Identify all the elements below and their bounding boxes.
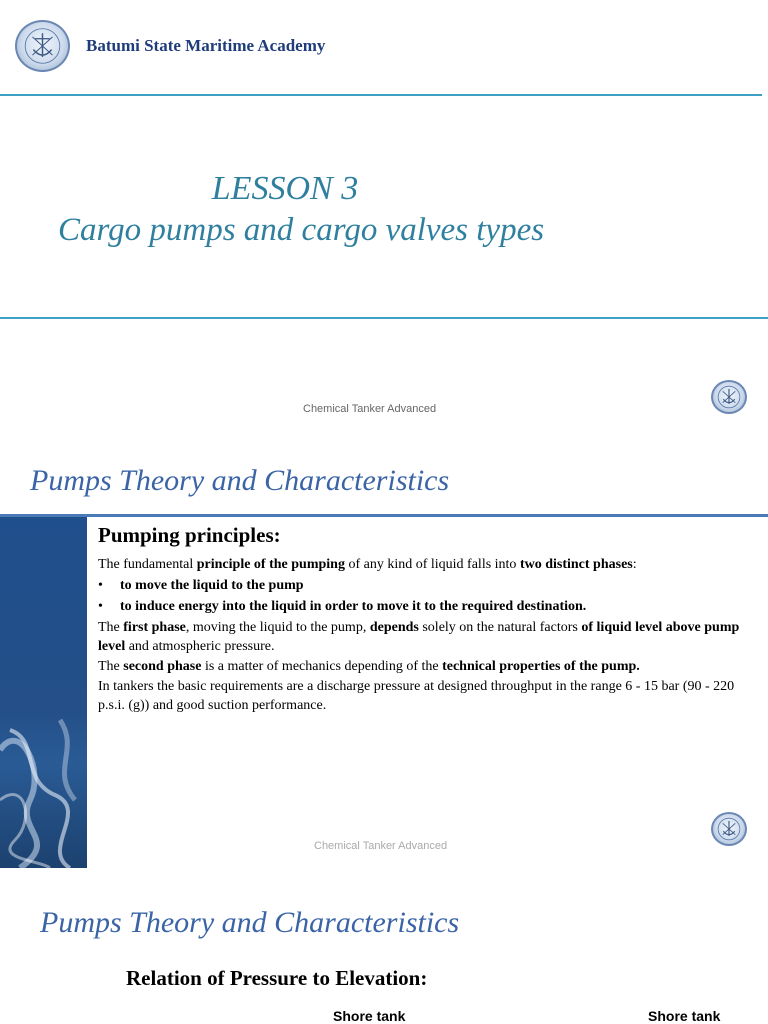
bold-run: principle of the pumping <box>196 557 345 572</box>
academy-seal-icon <box>15 20 70 72</box>
bullet-marker: • <box>98 599 103 614</box>
text-run: is a matter of mechanics depending of the <box>201 659 443 674</box>
bold-run: technical properties of the pump. <box>442 659 640 674</box>
bullet-text: to induce energy into the liquid in order to move it to the required destination. <box>120 599 587 614</box>
section-heading: Pumping principles: <box>98 523 281 547</box>
text-run: and atmospheric pressure. <box>125 639 275 654</box>
text-run: The fundamental <box>98 557 197 572</box>
text-run: , moving the liquid to the pump, <box>185 620 370 635</box>
section-heading: Relation of Pressure to Elevation: <box>126 966 428 990</box>
pressure-elevation-slide <box>0 880 768 1024</box>
shore-tank-label-right: Shore tank <box>648 1008 721 1024</box>
academy-name: Batumi State Maritime Academy <box>86 36 326 55</box>
title-divider <box>0 514 768 517</box>
shore-tank-label-left: Shore tank <box>333 1008 406 1024</box>
slide-title: Pumps Theory and Characteristics <box>30 464 450 497</box>
title-divider <box>0 317 768 319</box>
text-run: The <box>98 659 124 674</box>
bold-run: of liquid level above pump level <box>98 620 740 654</box>
bold-run: two distinct phases <box>519 557 633 572</box>
principles-slide <box>0 440 768 868</box>
title-slide <box>0 0 768 440</box>
bold-run: first phase <box>123 620 186 635</box>
academy-seal-small-icon <box>711 812 747 846</box>
header-divider <box>0 94 762 96</box>
lesson-title: Cargo pumps and cargo valves types <box>58 212 545 248</box>
text-run: : <box>632 557 637 572</box>
text-run: of any kind of liquid falls into <box>344 557 520 572</box>
bullet-marker: • <box>98 578 103 593</box>
bullet-item <box>98 576 758 595</box>
paragraph-principle <box>98 555 758 574</box>
text-run: The <box>98 620 124 635</box>
smoke-decoration-icon <box>0 710 87 868</box>
paragraph-requirements: In tankers the basic requirements are a discharge pressure at designed throughput in the range 6 - 15 bar (90 - 220 p.s.i. (g)) and good suction performance. <box>98 679 735 713</box>
text-run: solely on the natural factors <box>418 620 582 635</box>
bullet-text: to move the liquid to the pump <box>120 578 304 593</box>
lesson-number: LESSON 3 <box>211 170 359 207</box>
slide-body <box>98 523 758 716</box>
bold-run: second phase <box>123 659 202 674</box>
academy-seal-small-icon <box>711 380 747 414</box>
slide-title: Pumps Theory and Characteristics <box>40 906 460 939</box>
bold-run: depends <box>369 620 419 635</box>
paragraph-second-phase <box>98 657 758 676</box>
slide-footer: Chemical Tanker Advanced <box>303 403 437 415</box>
paragraph-first-phase <box>98 618 758 656</box>
slide-footer: Chemical Tanker Advanced <box>314 840 448 852</box>
bullet-item <box>98 597 758 616</box>
